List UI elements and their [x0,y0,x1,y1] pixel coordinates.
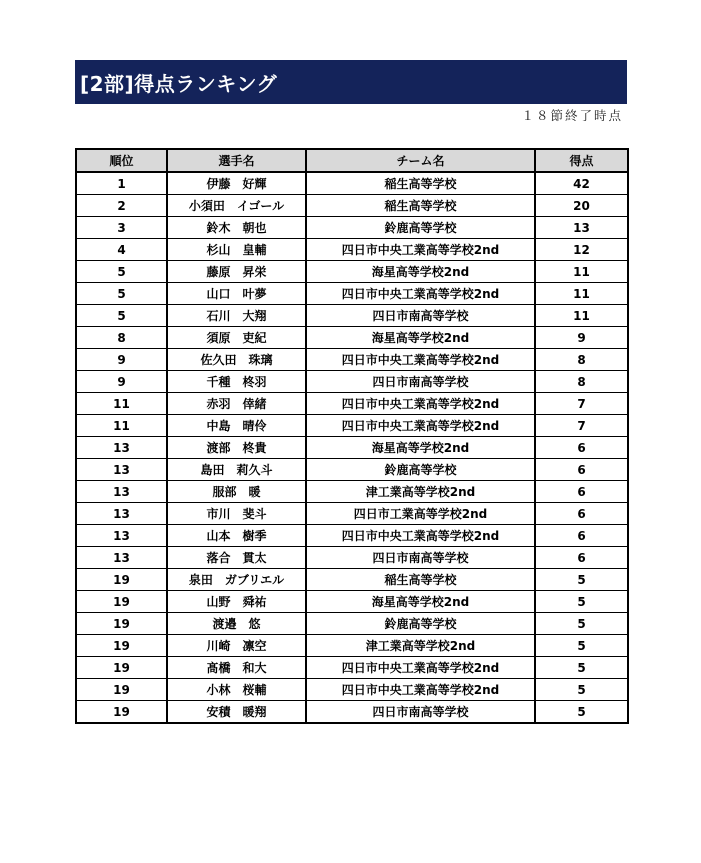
table-row [76,569,628,591]
table-row [76,701,628,724]
table-row [76,195,628,217]
player-name-cell: 山口 叶夢 [167,283,306,305]
team-name-cell: 四日市南高等学校 [306,305,535,327]
rank-cell: 5 [76,261,167,283]
team-name-cell: 四日市中央工業高等学校2nd [306,415,535,437]
table-row [76,239,628,261]
goals-cell: 6 [535,437,628,459]
table-row [76,437,628,459]
table-header-row [76,149,628,172]
ranking-table-body [76,172,628,723]
table-row [76,635,628,657]
table-row [76,415,628,437]
rank-cell: 9 [76,349,167,371]
title-banner [75,60,627,104]
goals-cell: 8 [535,349,628,371]
rank-cell: 5 [76,283,167,305]
team-name-cell: 稲生高等学校 [306,195,535,217]
team-name-cell: 稲生高等学校 [306,569,535,591]
team-name-cell: 四日市南高等学校 [306,371,535,393]
goals-cell: 20 [535,195,628,217]
player-name-cell: 赤羽 倖緒 [167,393,306,415]
team-name-cell: 海星高等学校2nd [306,327,535,349]
team-name-cell: 津工業高等学校2nd [306,635,535,657]
column-header-team: チーム名 [306,149,535,172]
player-name-cell: 市川 斐斗 [167,503,306,525]
rank-cell: 13 [76,503,167,525]
goals-cell: 11 [535,261,628,283]
goals-cell: 12 [535,239,628,261]
team-name-cell: 稲生高等学校 [306,172,535,195]
team-name-cell: 四日市中央工業高等学校2nd [306,525,535,547]
rank-cell: 11 [76,393,167,415]
goals-cell: 5 [535,679,628,701]
player-name-cell: 鈴木 朝也 [167,217,306,239]
rank-cell: 13 [76,459,167,481]
rank-cell: 5 [76,305,167,327]
player-name-cell: 泉田 ガブリエル [167,569,306,591]
table-row [76,459,628,481]
goals-cell: 13 [535,217,628,239]
team-name-cell: 四日市中央工業高等学校2nd [306,349,535,371]
table-row [76,217,628,239]
team-name-cell: 四日市中央工業高等学校2nd [306,393,535,415]
player-name-cell: 服部 暖 [167,481,306,503]
rank-cell: 13 [76,481,167,503]
table-row [76,305,628,327]
goals-cell: 6 [535,481,628,503]
rank-cell: 19 [76,701,167,724]
player-name-cell: 山野 舜祐 [167,591,306,613]
goals-cell: 9 [535,327,628,349]
goals-cell: 42 [535,172,628,195]
team-name-cell: 四日市中央工業高等学校2nd [306,679,535,701]
player-name-cell: 伊藤 好輝 [167,172,306,195]
team-name-cell: 四日市南高等学校 [306,701,535,724]
rank-cell: 19 [76,613,167,635]
table-row [76,371,628,393]
column-header-player: 選手名 [167,149,306,172]
team-name-cell: 海星高等学校2nd [306,437,535,459]
table-row [76,525,628,547]
player-name-cell: 渡部 柊貴 [167,437,306,459]
goals-cell: 5 [535,635,628,657]
rank-cell: 8 [76,327,167,349]
goals-cell: 6 [535,459,628,481]
player-name-cell: 安積 暖翔 [167,701,306,724]
player-name-cell: 千種 柊羽 [167,371,306,393]
rank-cell: 4 [76,239,167,261]
rank-cell: 19 [76,657,167,679]
rank-cell: 13 [76,525,167,547]
rank-cell: 3 [76,217,167,239]
goals-cell: 7 [535,393,628,415]
page-title: [2部]得点ランキング [80,71,278,96]
table-row [76,481,628,503]
ranking-table [75,148,629,724]
rank-cell: 13 [76,547,167,569]
goals-cell: 5 [535,701,628,724]
table-row [76,283,628,305]
team-name-cell: 四日市中央工業高等学校2nd [306,283,535,305]
rank-cell: 9 [76,371,167,393]
table-row [76,261,628,283]
goals-cell: 7 [535,415,628,437]
column-header-rank: 順位 [76,149,167,172]
player-name-cell: 小須田 イゴール [167,195,306,217]
goals-cell: 8 [535,371,628,393]
player-name-cell: 川崎 凛空 [167,635,306,657]
player-name-cell: 小林 桜輔 [167,679,306,701]
team-name-cell: 海星高等学校2nd [306,261,535,283]
column-header-goals: 得点 [535,149,628,172]
table-row [76,591,628,613]
player-name-cell: 須原 吏紀 [167,327,306,349]
rank-cell: 19 [76,679,167,701]
goals-cell: 6 [535,547,628,569]
team-name-cell: 四日市南高等学校 [306,547,535,569]
table-row [76,657,628,679]
rank-cell: 19 [76,569,167,591]
table-row [76,349,628,371]
player-name-cell: 杉山 皇輔 [167,239,306,261]
player-name-cell: 落合 貫太 [167,547,306,569]
table-row [76,547,628,569]
table-row [76,679,628,701]
goals-cell: 11 [535,283,628,305]
goals-cell: 5 [535,591,628,613]
team-name-cell: 鈴鹿高等学校 [306,459,535,481]
table-row [76,613,628,635]
goals-cell: 5 [535,569,628,591]
rank-cell: 19 [76,591,167,613]
goals-cell: 6 [535,525,628,547]
table-row [76,393,628,415]
team-name-cell: 鈴鹿高等学校 [306,217,535,239]
table-row [76,503,628,525]
player-name-cell: 渡邉 悠 [167,613,306,635]
table-row [76,172,628,195]
rank-cell: 19 [76,635,167,657]
team-name-cell: 津工業高等学校2nd [306,481,535,503]
player-name-cell: 島田 莉久斗 [167,459,306,481]
team-name-cell: 四日市中央工業高等学校2nd [306,239,535,261]
goals-cell: 5 [535,613,628,635]
player-name-cell: 藤原 昇栄 [167,261,306,283]
rank-cell: 1 [76,172,167,195]
team-name-cell: 四日市中央工業高等学校2nd [306,657,535,679]
rank-cell: 11 [76,415,167,437]
player-name-cell: 中島 晴伶 [167,415,306,437]
player-name-cell: 髙橋 和大 [167,657,306,679]
team-name-cell: 四日市工業高等学校2nd [306,503,535,525]
goals-cell: 5 [535,657,628,679]
team-name-cell: 鈴鹿高等学校 [306,613,535,635]
rank-cell: 13 [76,437,167,459]
player-name-cell: 佐久田 珠璃 [167,349,306,371]
status-note: １８節終了時点 [521,108,623,123]
team-name-cell: 海星高等学校2nd [306,591,535,613]
goals-cell: 6 [535,503,628,525]
rank-cell: 2 [76,195,167,217]
goals-cell: 11 [535,305,628,327]
player-name-cell: 山本 樹季 [167,525,306,547]
player-name-cell: 石川 大翔 [167,305,306,327]
table-row [76,327,628,349]
